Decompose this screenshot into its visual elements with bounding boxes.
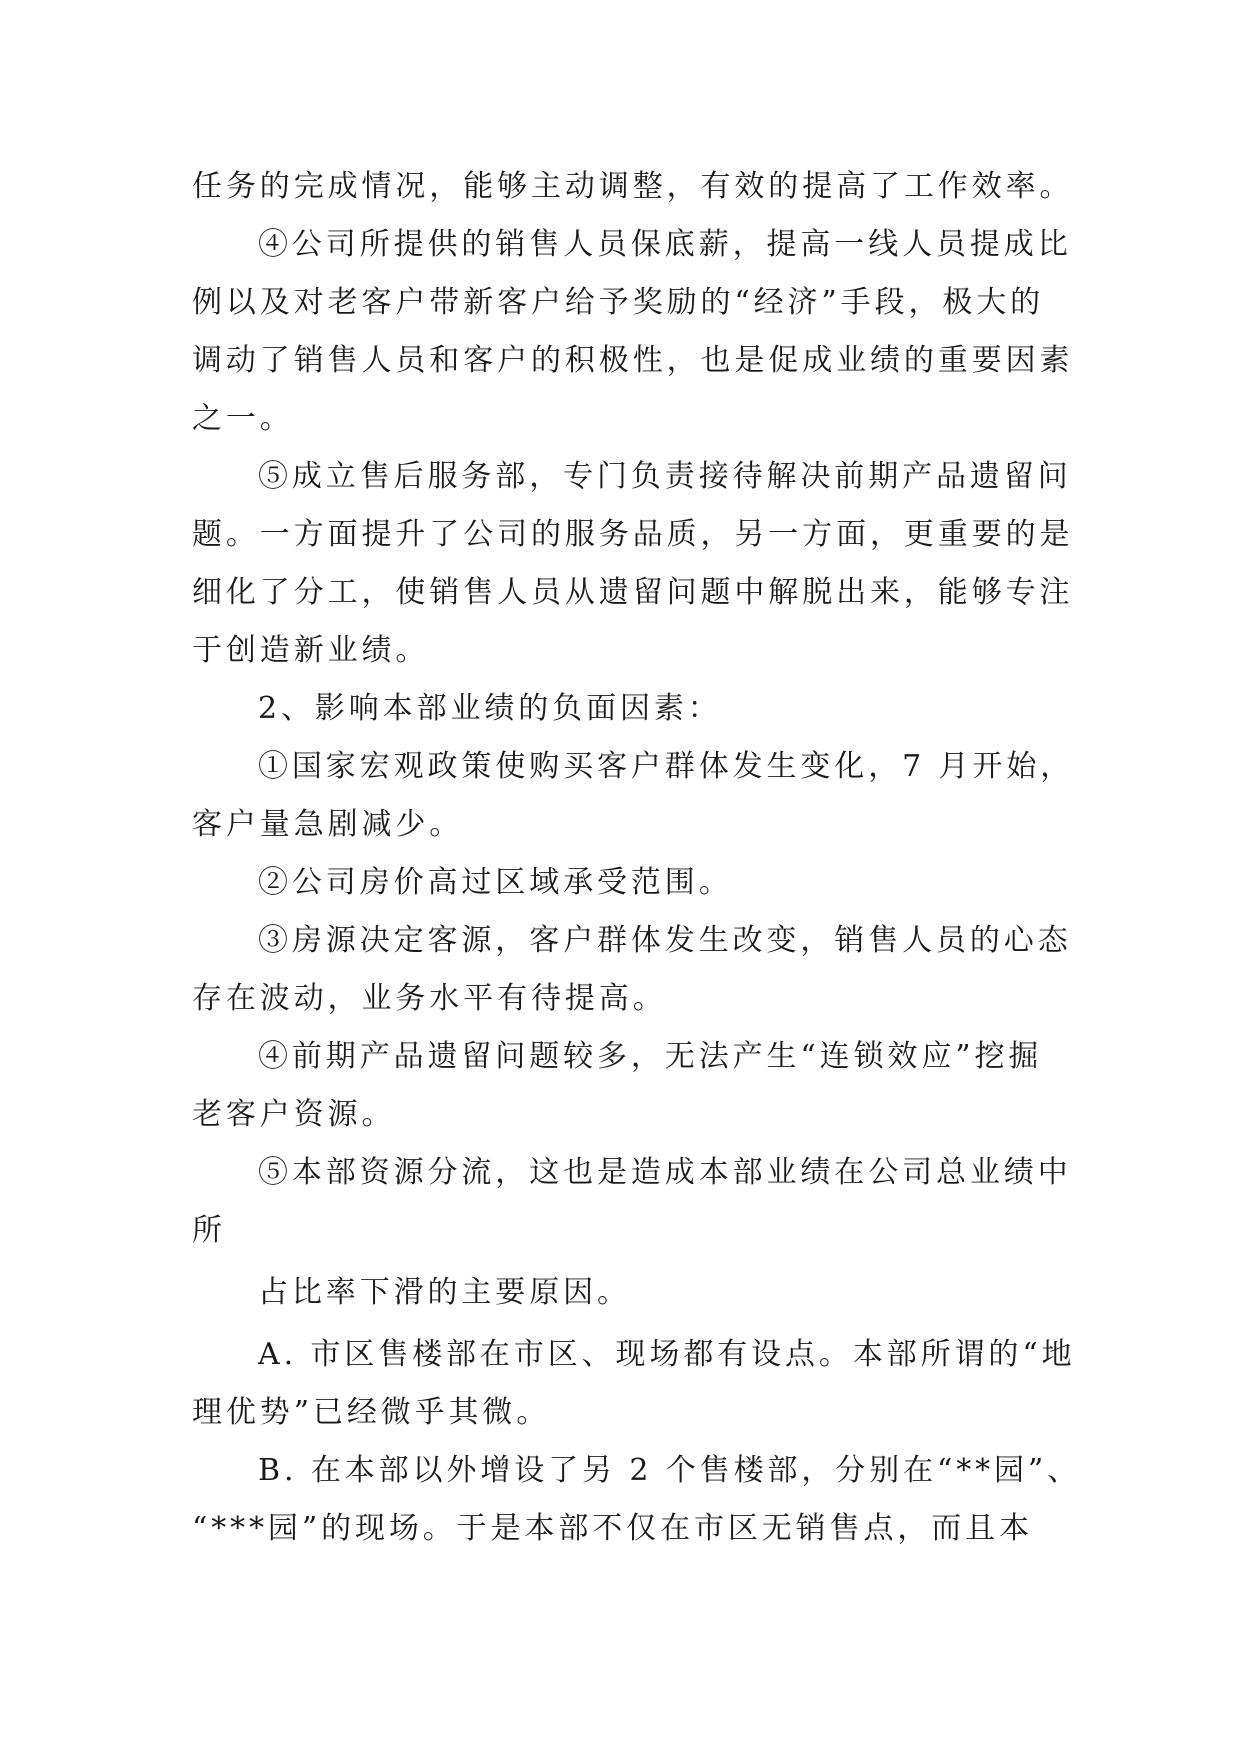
text-line-24: “***园”的现场。于是本部不仅在市区无销售点，而且本 xyxy=(192,1511,1033,1546)
text-line-9: 于创造新业绩。 xyxy=(192,633,430,668)
text-line-12: 客户量急剧减少。 xyxy=(192,807,464,842)
text-line-1: 任务的完成情况，能够主动调整，有效的提高了工作效率。 xyxy=(192,169,1074,204)
text-line-13: ②公司房价高过区域承受范围。 xyxy=(258,865,733,900)
text-line-21: A. 市区售楼部在市区、现场都有设点。本部所谓的“地 xyxy=(258,1337,1076,1372)
text-line-17: 老客户资源。 xyxy=(192,1097,396,1132)
text-line-16: ④前期产品遗留问题较多，无法产生“连锁效应”挖掘 xyxy=(258,1039,1043,1074)
text-line-5: 之一。 xyxy=(192,401,294,436)
text-line-3: 例以及对老客户带新客户给予奖励的“经济”手段，极大的 xyxy=(192,285,1045,320)
text-line-11: ①国家宏观政策使购买客户群体发生变化，7 月开始， xyxy=(258,749,1075,784)
text-line-7: 题。一方面提升了公司的服务品质，另一方面，更重要的是 xyxy=(192,517,1074,552)
text-line-2: ④公司所提供的销售人员保底薪，提高一线人员提成比 xyxy=(258,227,1072,262)
text-line-15: 存在波动，业务水平有待提高。 xyxy=(192,981,667,1016)
text-line-8: 细化了分工，使销售人员从遗留问题中解脱出来，能够专注 xyxy=(192,575,1074,610)
text-line-4: 调动了销售人员和客户的积极性，也是促成业绩的重要因素 xyxy=(192,343,1074,378)
text-line-20: 占比率下滑的主要原因。 xyxy=(258,1275,631,1310)
text-line-19: 所 xyxy=(192,1213,226,1248)
text-line-6: ⑤成立售后服务部，专门负责接待解决前期产品遗留问 xyxy=(258,459,1072,494)
text-line-14: ③房源决定客源，客户群体发生改变，销售人员的心态 xyxy=(258,923,1072,958)
text-line-10: 2、影响本部业绩的负面因素： xyxy=(258,691,722,726)
document-body xyxy=(192,158,1082,1558)
text-line-18: ⑤本部资源分流，这也是造成本部业绩在公司总业绩中 xyxy=(258,1155,1072,1190)
text-line-23: B. 在本部以外增设了另 2 个售楼部，分别在“**园”、 xyxy=(258,1453,1082,1488)
text-line-22: 理优势”已经微乎其微。 xyxy=(192,1395,551,1430)
